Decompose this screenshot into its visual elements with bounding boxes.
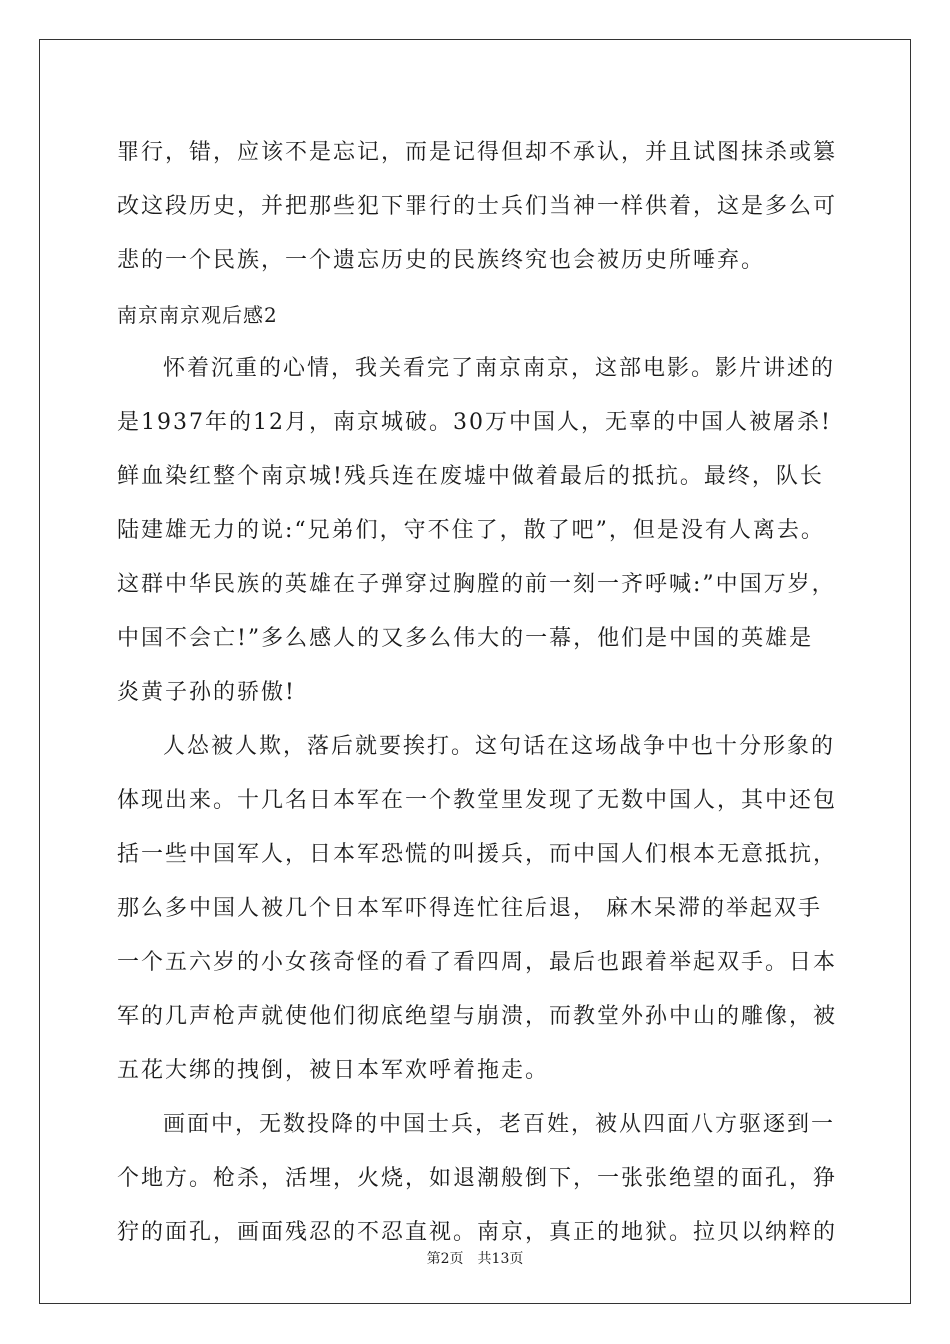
paragraph-first-line: 画面中，无数投降的中国士兵，老百姓，被从四面八方驱逐到一	[163, 1112, 836, 1137]
text-line: 中国不会亡!”多么感人的又多么伟大的一幕，他们是中国的英雄是	[117, 626, 814, 651]
text-line: 这群中华民族的英雄在子弹穿过胸膛的前一刻一齐呼喊:”中国万岁，	[117, 572, 836, 597]
text-line: 狞的面孔，画面残忍的不忍直视。南京，真正的地狱。拉贝以纳粹的	[117, 1220, 838, 1245]
text-line: 陆建雄无力的说:“兄弟们，守不住了，散了吧”，但是没有人离去。	[117, 518, 825, 543]
page-number: 第2页	[426, 1251, 464, 1267]
text-line: 鲜血染红整个南京城!残兵连在废墟中做着最后的抵抗。最终，队长	[117, 464, 824, 489]
text-line: 悲的一个民族，一个遗忘历史的民族终究也会被历史所唾弃。	[117, 248, 766, 273]
paragraph-first-line: 怀着沉重的心情，我关看完了南京南京，这部电影。影片讲述的	[163, 356, 836, 381]
document-body	[117, 126, 837, 1260]
page-total: 共13页	[477, 1251, 524, 1267]
text-line: 军的几声枪声就使他们彻底绝望与崩溃，而教堂外孙中山的雕像，被	[117, 1004, 838, 1029]
text-line: 罪行，错，应该不是忘记，而是记得但却不承认，并且试图抹杀或篡	[117, 140, 838, 165]
text-line: 改这段历史，并把那些犯下罪行的士兵们当神一样供着，这是多么可	[117, 194, 838, 219]
text-line: 括一些中国军人，日本军恐慌的叫援兵，而中国人们根本无意抵抗，	[117, 842, 838, 867]
text-line: 那么多中国人被几个日本军吓得连忙往后退， 麻木呆滞的举起双手	[117, 896, 822, 921]
text-line: 炎黄子孙的骄傲!	[117, 680, 296, 705]
text-line: 是1937年的12月，南京城破。30万中国人，无辜的中国人被屠杀!	[117, 410, 832, 435]
text-line: 一个五六岁的小女孩奇怪的看了看四周，最后也跟着举起双手。日本	[117, 950, 838, 975]
text-line: 个地方。枪杀，活埋，火烧，如退潮般倒下，一张张绝望的面孔，狰	[117, 1166, 838, 1191]
page-footer	[0, 1248, 950, 1268]
paragraph-first-line: 人怂被人欺，落后就要挨打。这句话在这场战争中也十分形象的	[163, 734, 836, 759]
text-line: 五花大绑的拽倒，被日本军欢呼着拖走。	[117, 1058, 550, 1083]
section-heading: 南京南京观后感2	[117, 303, 278, 327]
text-line: 体现出来。十几名日本军在一个教堂里发现了无数中国人，其中还包	[117, 788, 838, 813]
